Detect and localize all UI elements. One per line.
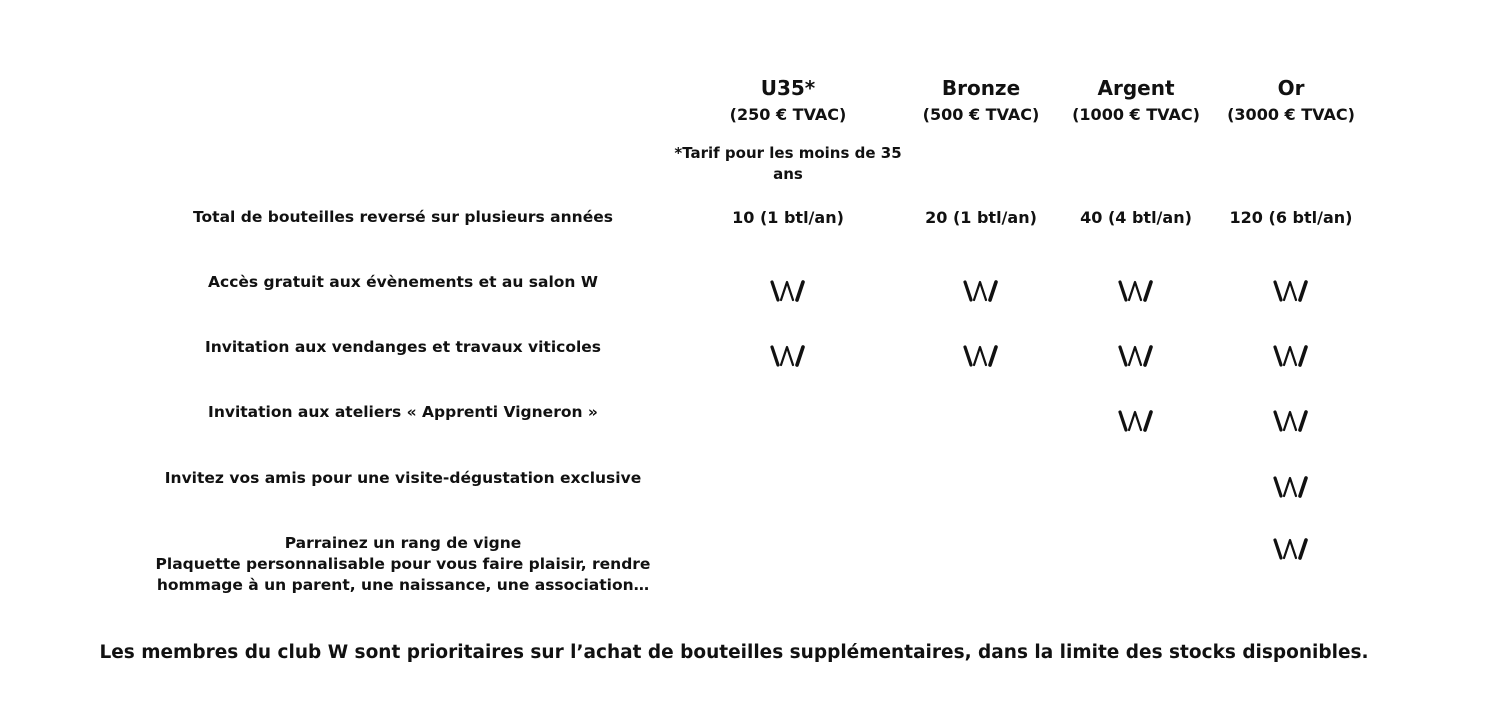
- tier-name-bronze: Bronze: [941, 76, 1021, 100]
- feature-label-line: Invitation aux vendanges et travaux viticoles: [204, 338, 602, 356]
- feature-label-line: Invitez vos amis pour une visite-dégustation exclusive: [164, 469, 642, 487]
- tariff-note: *Tarif pour les moins de 35 ans: [674, 144, 902, 183]
- w-logo-icon: [1271, 538, 1311, 560]
- cell-bottles-u35: 10 (1 btl/an): [732, 208, 844, 227]
- cell-bottles-or: 120 (6 btl/an): [1229, 208, 1353, 227]
- w-logo-icon: [1271, 280, 1311, 302]
- w-logo-icon: [961, 280, 1001, 302]
- feature-label-line: Invitation aux ateliers « Apprenti Vigneron »: [208, 403, 598, 421]
- feature-label-sponsor: [123, 533, 683, 596]
- feature-label-line: Total de bouteilles reversé sur plusieurs années: [193, 208, 613, 226]
- w-logo-icon: [768, 280, 808, 302]
- footer-note: Les membres du club W sont prioritaires sur l’achat de bouteilles supplémentaires, dans la limite des stocks disponibles.: [99, 642, 1369, 663]
- tier-price-bronze: (500 € TVAC): [922, 105, 1040, 124]
- feature-label-events: [123, 272, 683, 293]
- tier-price-or: (3000 € TVAC): [1227, 105, 1355, 124]
- w-logo-icon: [768, 345, 808, 367]
- w-logo-icon: [1116, 280, 1156, 302]
- tier-name-u35: U35*: [760, 76, 816, 100]
- w-logo-icon: [1271, 476, 1311, 498]
- feature-label-friends: [123, 468, 683, 489]
- feature-label-line: Plaquette personnalisable pour vous faire plaisir, rendre: [155, 555, 651, 573]
- tier-price-argent: (1000 € TVAC): [1072, 105, 1200, 124]
- w-logo-icon: [961, 345, 1001, 367]
- feature-label-line: Accès gratuit aux évènements et au salon W: [208, 273, 598, 291]
- feature-label-bottles: [123, 207, 683, 228]
- tier-name-or: Or: [1277, 76, 1305, 100]
- feature-label-line: hommage à un parent, une naissance, une association…: [156, 576, 650, 594]
- feature-label-line: Parrainez un rang de vigne: [284, 534, 522, 552]
- w-logo-icon: [1116, 345, 1156, 367]
- feature-label-harvest: [123, 337, 683, 358]
- cell-bottles-argent: 40 (4 btl/an): [1080, 208, 1192, 227]
- w-logo-icon: [1116, 410, 1156, 432]
- w-logo-icon: [1271, 345, 1311, 367]
- feature-label-workshops: [123, 402, 683, 423]
- cell-bottles-bronze: 20 (1 btl/an): [925, 208, 1037, 227]
- w-logo-icon: [1271, 410, 1311, 432]
- tier-name-argent: Argent: [1097, 76, 1175, 100]
- tier-price-u35: (250 € TVAC): [729, 105, 847, 124]
